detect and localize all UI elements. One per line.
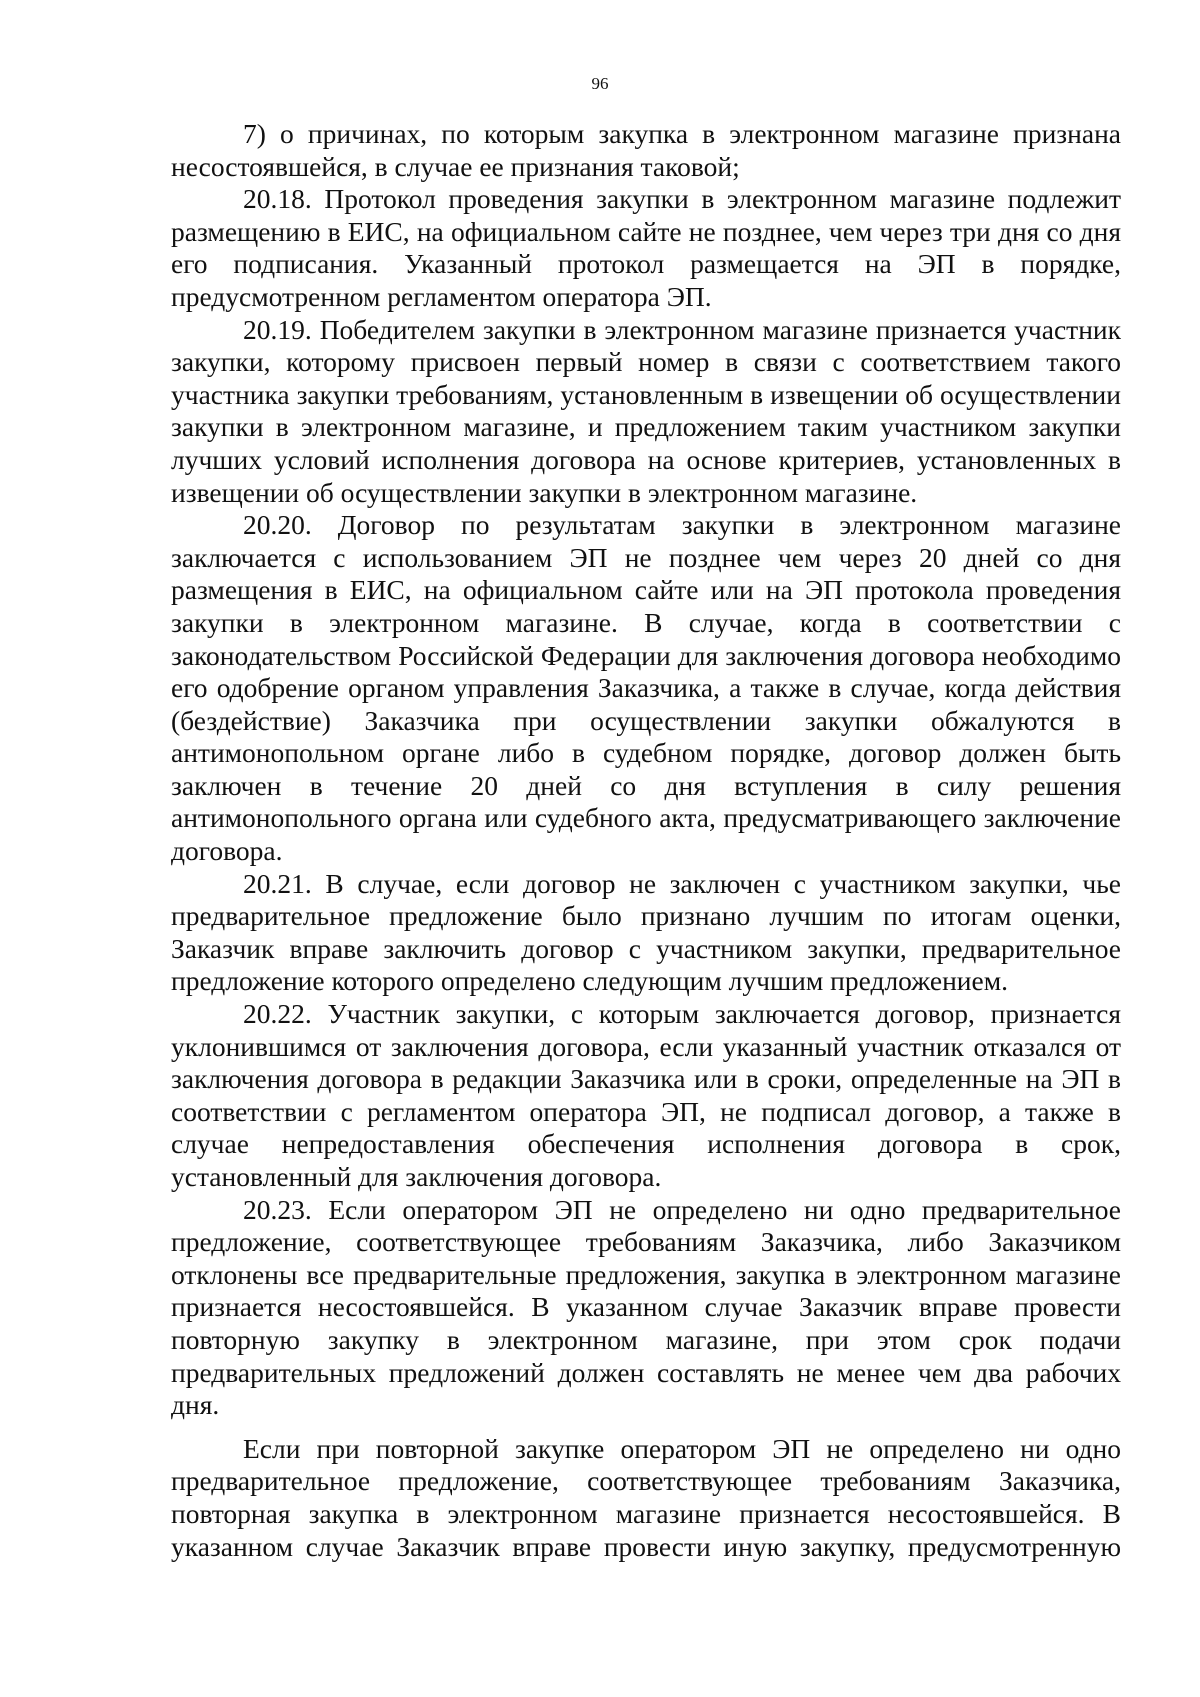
paragraph-repeat-purchase: Если при повторной закупке оператором ЭП не определено ни одно предварительное предложение, соответствующее требованиям Заказчика, повторная закупка в электронном магазине признается несостоявшейся. В указанном случае Заказчик вправе провести иную закупку, предусмотренную bbox=[171, 1432, 1121, 1562]
paragraph-20-20: 20.20. Договор по результатам закупки в электронном магазине заключается с использованием ЭП не позднее чем через 20 дней со дня размещения в ЕИС, на официальном сайте или на ЭП протокола проведения закупки в электронном магазине. В случае, когда в соответствии с законодательством Российской Федерации для заключения договора необходимо его одобрение органом управления Заказчика, а также в случае, когда действия (бездействие) Заказчика при осуществлении закупки обжалуются в антимонопольном органе либо в судебном порядке, договор должен быть заключен в течение 20 дней со дня вступления в силу решения антимонопольного органа или судебного акта, предусматривающего заключение договора. bbox=[171, 509, 1121, 867]
paragraph-20-22: 20.22. Участник закупки, с которым заключается договор, признается уклонившимся от заключения договора, если указанный участник отказался от заключения договора в редакции Заказчика или в сроки, определенные на ЭП в соответствии с регламентом оператора ЭП, не подписал договор, а также в случае непредоставления обеспечения исполнения договора в срок, установленный для заключения договора. bbox=[171, 998, 1121, 1192]
page-number: 96 bbox=[591, 74, 609, 93]
paragraph-20-18: 20.18. Протокол проведения закупки в электронном магазине подлежит размещению в ЕИС, на официальном сайте не позднее, чем через три дня со дня его подписания. Указанный протокол размещается на ЭП в порядке, предусмотренном регламентом оператора ЭП. bbox=[171, 183, 1121, 312]
paragraph-item-7: 7) о причинах, по которым закупка в электронном магазине признана несостоявшейся, в случае ее признания таковой; bbox=[171, 118, 1121, 182]
paragraph-20-21: 20.21. В случае, если договор не заключен с участником закупки, чье предварительное предложение было признано лучшим по итогам оценки, Заказчик вправе заключить договор с участником закупки, предварительное предложение которого определено следующим лучшим предложением. bbox=[171, 867, 1121, 997]
paragraph-20-19: 20.19. Победителем закупки в электронном магазине признается участник закупки, которому присвоен первый номер в связи с соответствием такого участника закупки требованиям, установленным в извещении об осуществлении закупки в электронном магазине, и предложением таким участником закупки лучших условий исполнения договора на основе критериев, установленных в извещении об осуществлении закупки в электронном магазине. bbox=[171, 313, 1121, 508]
paragraph-20-23: 20.23. Если оператором ЭП не определено ни одно предварительное предложение, соответствующее требованиям Заказчика, либо Заказчиком отклонены все предварительные предложения, закупка в электронном магазине признается несостоявшейся. В указанном случае Заказчик вправе провести повторную закупку в электронном магазине, при этом срок подачи предварительных предложений должен составлять не менее чем два рабочих дня. bbox=[171, 1193, 1121, 1421]
document-body bbox=[171, 118, 1121, 1563]
